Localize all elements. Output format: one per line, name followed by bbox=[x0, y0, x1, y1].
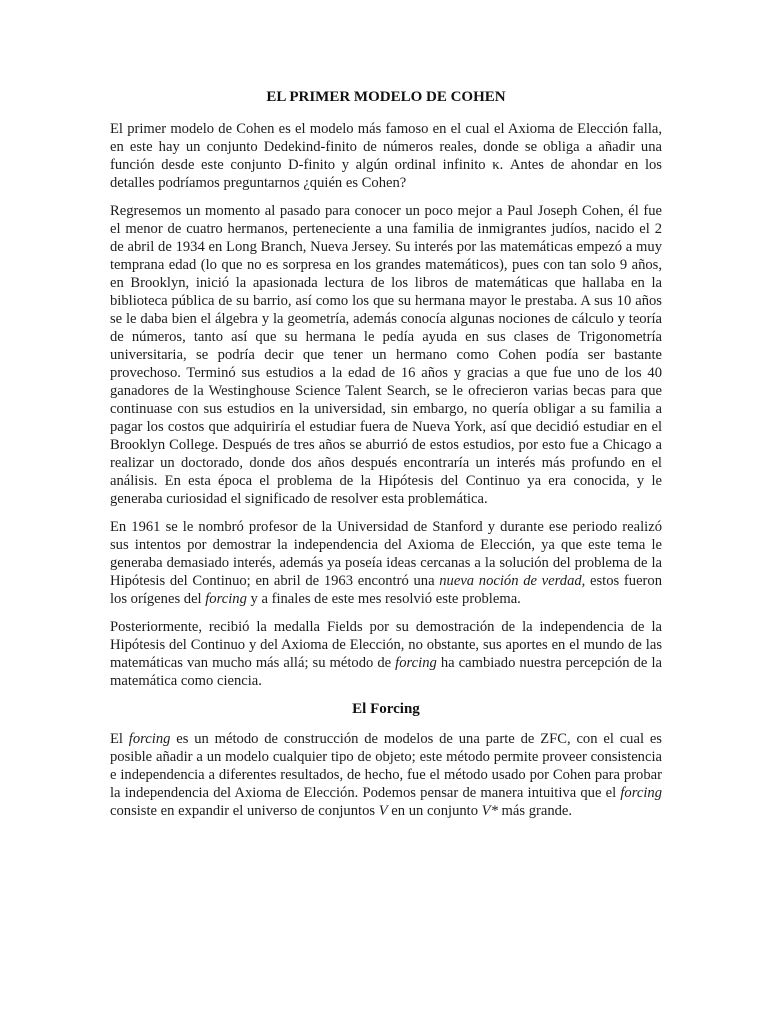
italic-text: V bbox=[378, 803, 388, 819]
italic-text: forcing bbox=[395, 655, 437, 671]
text-run: ha cambiado nuestra percepción de la matemática como ciencia. bbox=[110, 655, 662, 689]
text-run: El bbox=[110, 731, 129, 747]
italic-text: V* bbox=[481, 803, 498, 819]
text-run: Posteriormente, recibió la medalla Fields por su demostración de la independencia de la Hipótesis del Continuo y del Axioma de Elección, no obstante, sus aportes en el mundo de las matemáticas van mucho más allá; su método de bbox=[110, 619, 662, 671]
paragraph-stanford bbox=[110, 518, 662, 608]
italic-text: forcing bbox=[128, 731, 171, 747]
text-run: consiste en expandir el universo de conjuntos bbox=[110, 803, 379, 819]
text-run: y a finales de este mes resolvió este problema. bbox=[246, 591, 521, 607]
italic-text: forcing bbox=[620, 785, 662, 801]
document-page bbox=[110, 88, 662, 830]
section-heading: El Forcing bbox=[352, 701, 420, 717]
document-title: EL PRIMER MODELO DE COHEN bbox=[266, 89, 506, 105]
text-run: estos fueron los orígenes del bbox=[110, 573, 663, 607]
paragraph-biography: Regresemos un momento al pasado para conocer un poco mejor a Paul Joseph Cohen, él fue el menor de cuatro hermanos, perteneciente a una familia de inmigrantes judíos, nacido el 2 de abril de 1934 en Long Branch, Nueva Jersey. Su interés por las matemáticas empezó a muy temprana edad (lo que no es sorpresa en los grandes matemáticos), pues con tan solo 9 años, en Brooklyn, inició la apasionada lectura de los libros de matemáticas que hallaba en la biblioteca pública de su barrio, así como los que su hermana mayor le prestaba. A sus 10 años se le daba bien el álgebra y la geometría, además conocía algunas nociones de cálculo y teoría de números, tanto así que su hermana le pedía ayuda en sus clases de Trigonometría universitaria, se podría decir que tener un hermano como Cohen podía ser bastante provechoso. Terminó sus estudios a la edad de 16 años y gracias a que fue uno de los 40 ganadores de la Westinghouse Science Talent Search, se le ofrecieron varias becas para que continuase con sus estudios en la universidad, sin embargo, no quería obligar a su familia a pagar los costos que adquiriría el estudiar fuera de Nueva York, así que decidió estudiar en el Brooklyn College. Después de tres años se aburrió de estos estudios, por esto fue a Chicago a realizar un doctorado, donde dos años después encontraría un interés más profundo en el análisis. En esta época el problema de la Hipótesis del Continuo ya era conocida, y le generaba curiosidad el significado de resolver esta problemática. bbox=[110, 203, 662, 507]
text-run: más grande. bbox=[497, 803, 573, 819]
paragraph-forcing bbox=[110, 730, 662, 820]
italic-text: forcing bbox=[205, 591, 247, 607]
text-run: En 1961 se le nombró profesor de la Universidad de Stanford y durante ese periodo realizó sus intentos por demostrar la independencia del Axioma de Elección, ya que este tema le generaba demasiado interés, además ya poseía ideas cercanas a la solución del problema de la Hipótesis del Continuo; en abril de 1963 encontró una bbox=[110, 519, 662, 589]
text-run: en un conjunto bbox=[387, 803, 482, 819]
paragraph-intro: El primer modelo de Cohen es el modelo más famoso en el cual el Axioma de Elección falla, en este hay un conjunto Dedekind-finito de números reales, donde se obliga a añadir una función desde este conjunto D-finito y algún ordinal infinito κ. Antes de ahondar en los detalles podríamos preguntarnos ¿quién es Cohen? bbox=[110, 121, 662, 191]
paragraph-fields-medal bbox=[110, 618, 662, 690]
text-run: es un método de construcción de modelos de una parte de ZFC, con el cual es posible añadir a un modelo cualquier tipo de objeto; este método permite proveer consistencia e independencia a diferentes resultados, de hecho, fue el método usado por Cohen para probar la independencia del Axioma de Elección. Podemos pensar de manera intuitiva que el bbox=[110, 731, 662, 801]
italic-text: nueva noción de verdad, bbox=[439, 573, 586, 589]
